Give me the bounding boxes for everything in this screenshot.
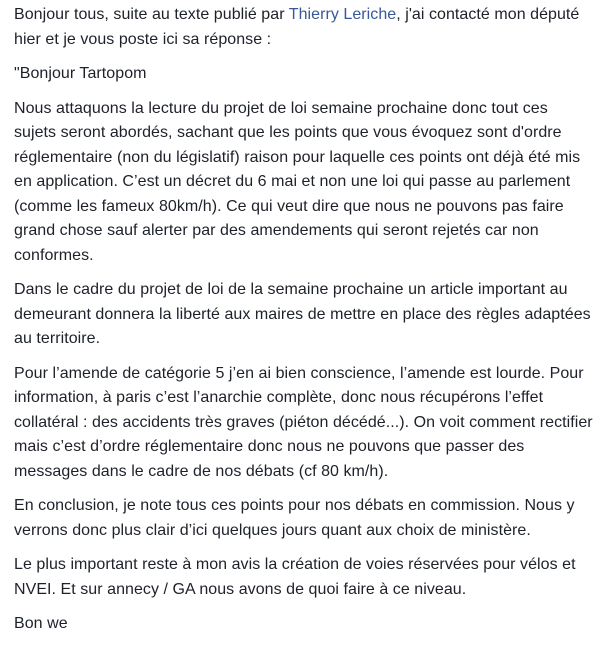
post-intro	[14, 3, 594, 52]
reply-paragraph: Le plus important reste à mon avis la création de voies réservées pour vélos et NVEI. Et sur annecy / GA nous avons de quoi faire à ce niveau.	[14, 556, 576, 598]
author-mention-link[interactable]: Thierry Leriche	[288, 6, 397, 23]
reply-greeting: "Bonjour Tartopom	[14, 65, 147, 82]
reply-paragraph: Pour l’amende de catégorie 5 j’en ai bien conscience, l’amende est lourde. Pour information, à paris c’est l’anarchie complète, donc nous récupérons l’effet collatéral : des accidents très graves (piéton décédé...). On voit comment rectifier mais c’est d’ordre réglementaire donc nous ne pouvons que passer des messages dans le cadre de nos débats (cf 80 km/h).	[14, 364, 593, 480]
intro-text-after: , j'ai contacté mon député hier et je vous poste ici sa réponse :	[14, 6, 580, 48]
intro-text-before: Bonjour tous, suite au texte publié par	[14, 6, 289, 23]
post-body	[14, 3, 594, 647]
reply-closing: Bon we	[14, 615, 68, 632]
reply-paragraph: En conclusion, je note tous ces points pour nos débats en commission. Nous y verrons donc plus clair d’ici quelques jours quant aux choix de ministère.	[14, 497, 575, 539]
reply-paragraph: Dans le cadre du projet de loi de la semaine prochaine un article important au demeurant donnera la liberté aux maires de mettre en place des règles adaptées au territoire.	[14, 281, 591, 347]
reply-paragraph: Nous attaquons la lecture du projet de loi semaine prochaine donc tout ces sujets seront abordés, sachant que les points que vous évoquez sont d'ordre réglementaire (non du législatif) raison pour laquelle ces points ont déjà été mis en application. C’est un décret du 6 mai et non une loi qui passe au parlement (comme les fameux 80km/h). Ce qui veut dire que nous ne pouvons pas faire grand chose sauf alerter par des amendements qui seront rejetés car non conformes.	[14, 99, 581, 264]
